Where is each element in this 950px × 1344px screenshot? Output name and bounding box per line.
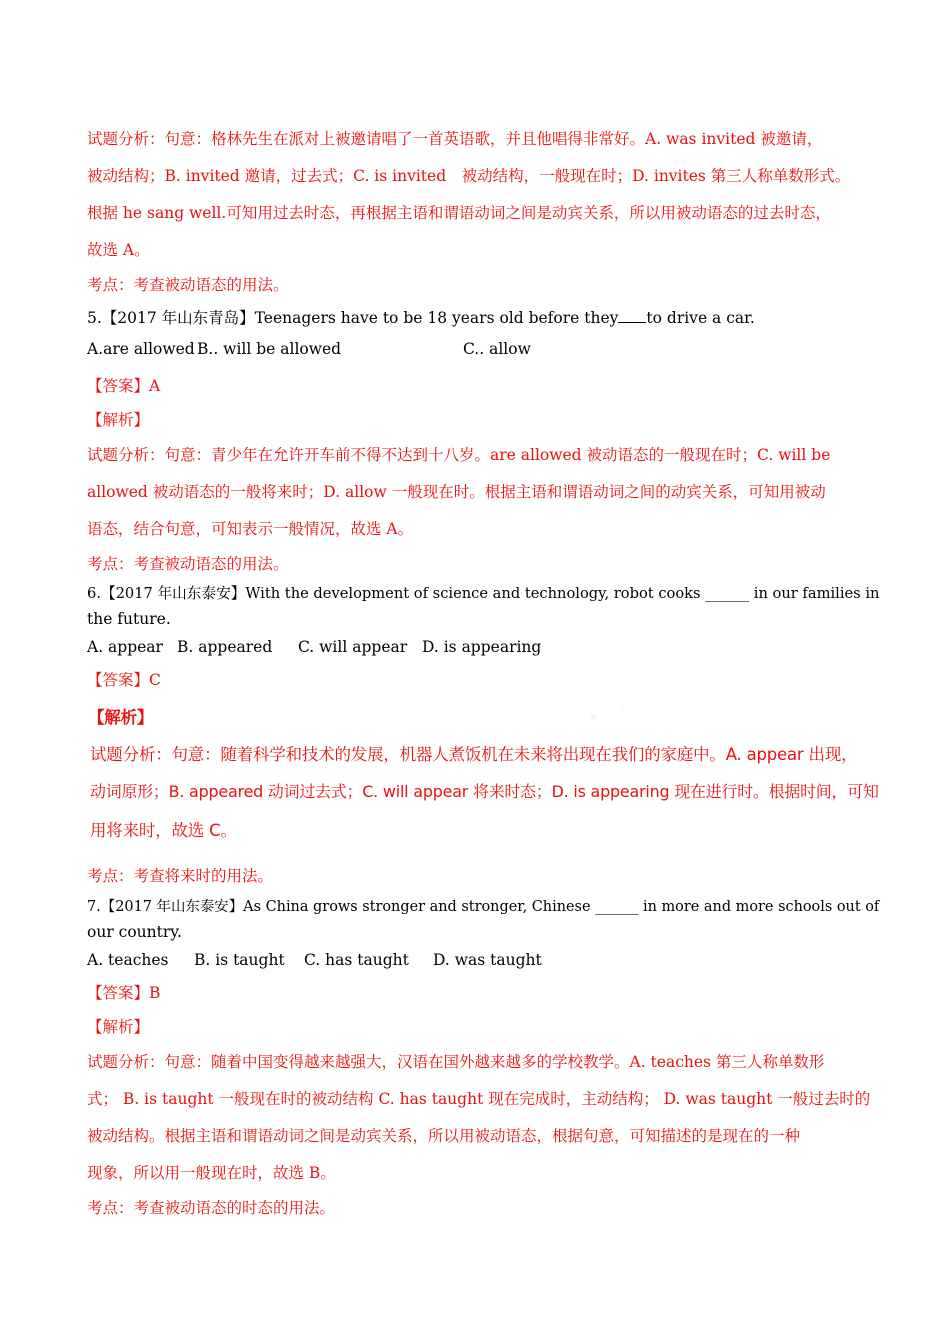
- q5-blank: [618, 308, 646, 323]
- q4-analysis-line-4: 故选 A。: [87, 241, 150, 259]
- q6-option-a: A. appear: [87, 638, 163, 656]
- q7-point: 考点：考查被动语态的时态的用法。: [87, 1199, 336, 1217]
- q6-analysis-header: 【解析】: [88, 708, 154, 727]
- q7-option-c: C. has taught: [304, 951, 409, 969]
- q6-option-b: B. appeared: [177, 638, 273, 656]
- q5-analysis-line-2: allowed 被动语态的一般将来时；D. allow 一般现在时。根据主语和谓语动词之间的动宾关系，可知用被动: [87, 483, 826, 501]
- q7-option-a: A. teaches: [87, 951, 169, 969]
- q6-option-c: C. will appear: [298, 638, 408, 656]
- q5-point: 考点：考查被动语态的用法。: [87, 555, 289, 573]
- q4-point: 考点：考查被动语态的用法。: [87, 276, 289, 294]
- q5-option-c: C.. allow: [463, 340, 531, 358]
- q4-analysis-line-1: 试题分析：句意：格林先生在派对上被邀请唱了一首英语歌，并且他唱得非常好。A. was invited 被邀请，: [87, 130, 823, 148]
- q5-stem-after: to drive a car.: [646, 309, 755, 327]
- q7-option-d: D. was taught: [433, 951, 542, 969]
- q7-analysis-line-2: 式； B. is taught 一般现在时的被动结构 C. has taught 现在完成时，主动结构； D. was taught 一般过去时的: [87, 1090, 871, 1108]
- q4-analysis-line-3: 根据 he sang well.可知用过去时态，再根据主语和谓语动词之间是动宾关系，所以用被动语态的过去时态，: [87, 204, 831, 222]
- q6-analysis-line-2: 动词原形；B. appeared 动词过去式；C. will appear 将来时态；D. is appearing 现在进行时。根据时间，可知: [90, 782, 879, 801]
- q5-analysis-line-3: 语态，结合句意，可知表示一般情况，故选 A。: [87, 520, 414, 538]
- q6-stem-line-1: 6.【2017 年山东泰安】With the development of science and technology, robot cooks ______ in our families in: [87, 585, 880, 602]
- q5-answer: 【答案】A: [87, 377, 161, 395]
- q7-analysis-line-1: 试题分析：句意：随着中国变得越来越强大，汉语在国外越来越多的学校教学。A. teaches 第三人称单数形: [87, 1053, 825, 1071]
- q6-analysis-line-3: 用将来时，故选 C。: [90, 821, 237, 840]
- watermark-mark: *: [590, 712, 597, 728]
- q7-analysis-line-4: 现象，所以用一般现在时，故选 B。: [87, 1164, 336, 1182]
- q5-analysis-line-1: 试题分析：句意：青少年在允许开车前不得不达到十八岁。are allowed 被动语态的一般现在时；C. will be: [87, 446, 831, 464]
- q5-option-b: B.. will be allowed: [197, 340, 342, 358]
- q5-option-a: A.are allowed: [87, 340, 195, 358]
- q5-analysis-header: 【解析】: [87, 411, 150, 429]
- q7-analysis-line-3: 被动结构。根据主语和谓语动词之间是动宾关系，所以用被动语态，根据句意，可知描述的是现在的一种: [87, 1127, 801, 1145]
- q7-stem-line-2: our country.: [87, 923, 182, 941]
- q6-analysis-line-1: 试题分析：句意：随着科学和技术的发展，机器人煮饭机在未来将出现在我们的家庭中。A. appear 出现，: [90, 745, 858, 764]
- q5-stem: [87, 306, 755, 328]
- q7-stem-line-1: 7.【2017 年山东泰安】As China grows stronger and stronger, Chinese ______ in more and more schools out of: [87, 899, 880, 915]
- q7-option-b: B. is taught: [194, 951, 285, 969]
- q4-analysis-line-2: 被动结构；B. invited 邀请，过去式；C. is invited 被动结构，一般现在时；D. invites 第三人称单数形式。: [87, 167, 851, 185]
- q7-analysis-header: 【解析】: [87, 1018, 150, 1036]
- q6-point: 考点：考查将来时的用法。: [87, 867, 274, 885]
- q5-stem-before: 5.【2017 年山东青岛】Teenagers have to be 18 years old before they: [87, 309, 619, 327]
- q6-stem-line-2: the future.: [87, 610, 171, 628]
- q6-option-d: D. is appearing: [422, 638, 542, 656]
- q7-answer: 【答案】B: [87, 984, 161, 1002]
- q6-answer: 【答案】C: [87, 671, 161, 689]
- watermark-mark: ·: [620, 702, 625, 718]
